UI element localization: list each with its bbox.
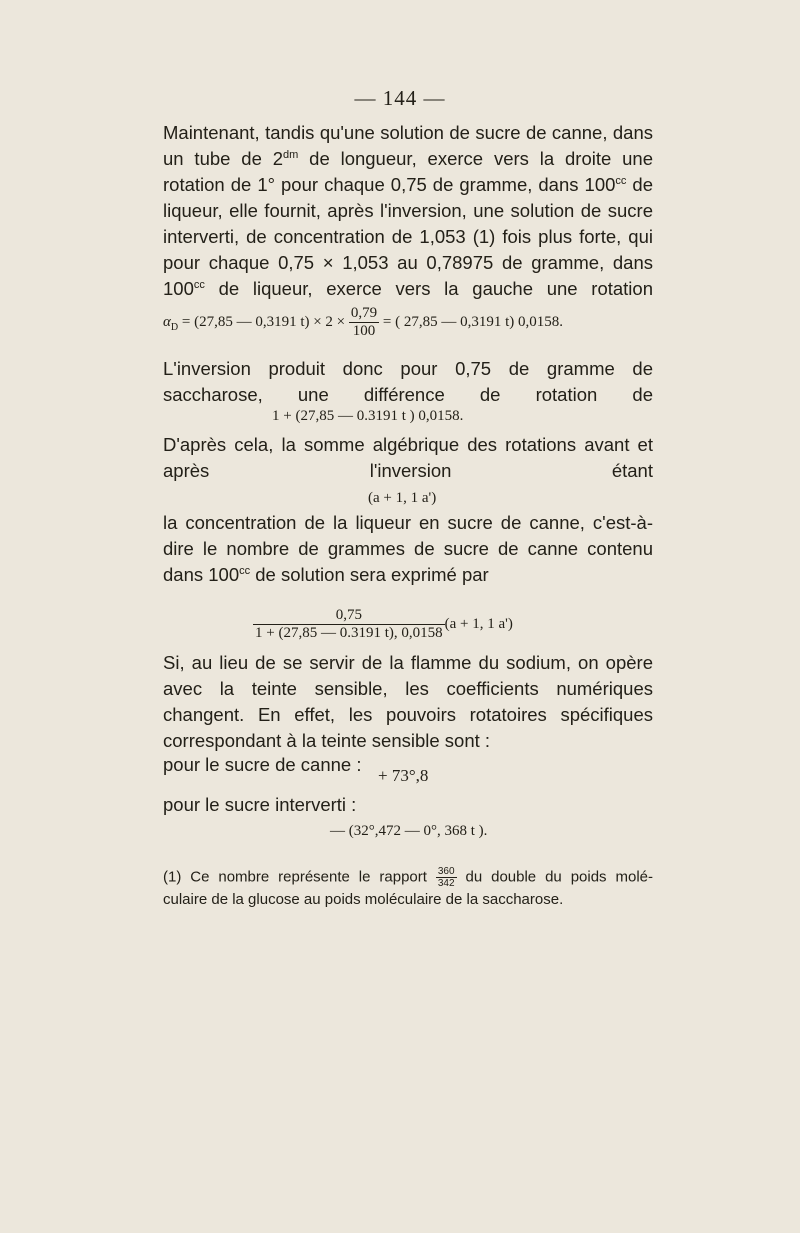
- fraction-numerator: 0,79: [350, 305, 378, 321]
- text-run: la concentration de la liqueur en sucre de canne, c'est-à-dire le nombre de grammes de sucre de canne contenu dans 100: [163, 512, 653, 585]
- fraction-denominator: 342: [437, 878, 455, 889]
- line-sucre-interverti: pour le sucre interverti :: [163, 794, 357, 815]
- paragraph-inversion: L'inversion produit donc pour 0,75 de gramme de saccharose, une différence de rotation de: [163, 358, 653, 405]
- text-run: de longueur, exerce vers la droite une rotation de 1° pour chaque 0,75 de gramme, dans 100: [163, 148, 653, 195]
- text-run: (1) Ce nombre représente le rapport: [163, 868, 436, 886]
- page-number: — 144 —: [354, 86, 446, 110]
- footnote: [163, 866, 653, 910]
- fraction: [436, 866, 457, 889]
- footnote-line-2: culaire de la glucose au poids moléculaire de la saccharose.: [163, 891, 564, 908]
- formula-interverti: — (32°,472 — 0°, 368 t ).: [330, 823, 488, 839]
- text-run: de solution sera exprimé par: [250, 564, 489, 585]
- fraction-numerator: 360: [437, 866, 455, 877]
- formula-canne: + 73°,8: [378, 766, 429, 785]
- formula-difference: 1 + (27,85 — 0.3191 t ) 0,0158.: [272, 408, 464, 424]
- paragraph-concentration: [163, 510, 653, 588]
- formula-concentration: [253, 607, 513, 642]
- formula-symbol: α: [163, 313, 171, 330]
- paragraph-teinte-sensible: Si, au lieu de se servir de la flamme du sodium, on opère avec la teinte sensible, les coefficients numériques changent. En effet, les pouvoirs rotatoires spécifiques correspondant à la teinte sensible sont :: [163, 652, 653, 751]
- paragraph-somme: D'après cela, la somme algébrique des rotations avant et après l'inversion étant: [163, 434, 653, 481]
- fraction-denominator: 100: [349, 322, 379, 340]
- text-run: du double du poids molé-: [456, 868, 653, 886]
- fraction: [253, 607, 445, 642]
- text-run: de liqueur, exerce vers la gauche une rotation: [204, 278, 653, 299]
- paragraph-intro: [163, 120, 653, 302]
- text-run: de liqueur, elle fournit, après l'inversion, une solution de sucre interverti, de concentration de 1,053 (1) fois plus forte, qui pour chaque 0,75 × 1,053 au 0,78975 de gramme, dans 100: [163, 174, 654, 299]
- formula-subscript: D: [170, 321, 179, 333]
- text-run: Maintenant, tandis qu'une solution de sucre de canne, dans un tube de 2: [163, 122, 653, 169]
- line-sucre-canne: pour le sucre de canne :: [163, 754, 362, 775]
- formula-text: (a + 1, 1 a'): [444, 615, 513, 632]
- unit-superscript: dm: [283, 148, 299, 161]
- unit-superscript: cc: [615, 174, 627, 187]
- footnote-line-1: [163, 866, 653, 889]
- fraction-numerator: 0,75: [335, 607, 362, 623]
- unit-superscript: cc: [193, 278, 205, 291]
- formula-text: = ( 27,85 — 0,3191 t) 0,0158.: [379, 313, 564, 330]
- fraction-denominator: 1 + (27,85 — 0.3191 t), 0,0158: [255, 625, 443, 641]
- formula-rotation: [163, 305, 563, 340]
- formula-text: = (27,85 — 0,3191 t) × 2 ×: [178, 313, 349, 330]
- unit-superscript: cc: [239, 564, 251, 577]
- formula-sum: (a + 1, 1 a'): [368, 490, 437, 506]
- fraction: [349, 305, 379, 340]
